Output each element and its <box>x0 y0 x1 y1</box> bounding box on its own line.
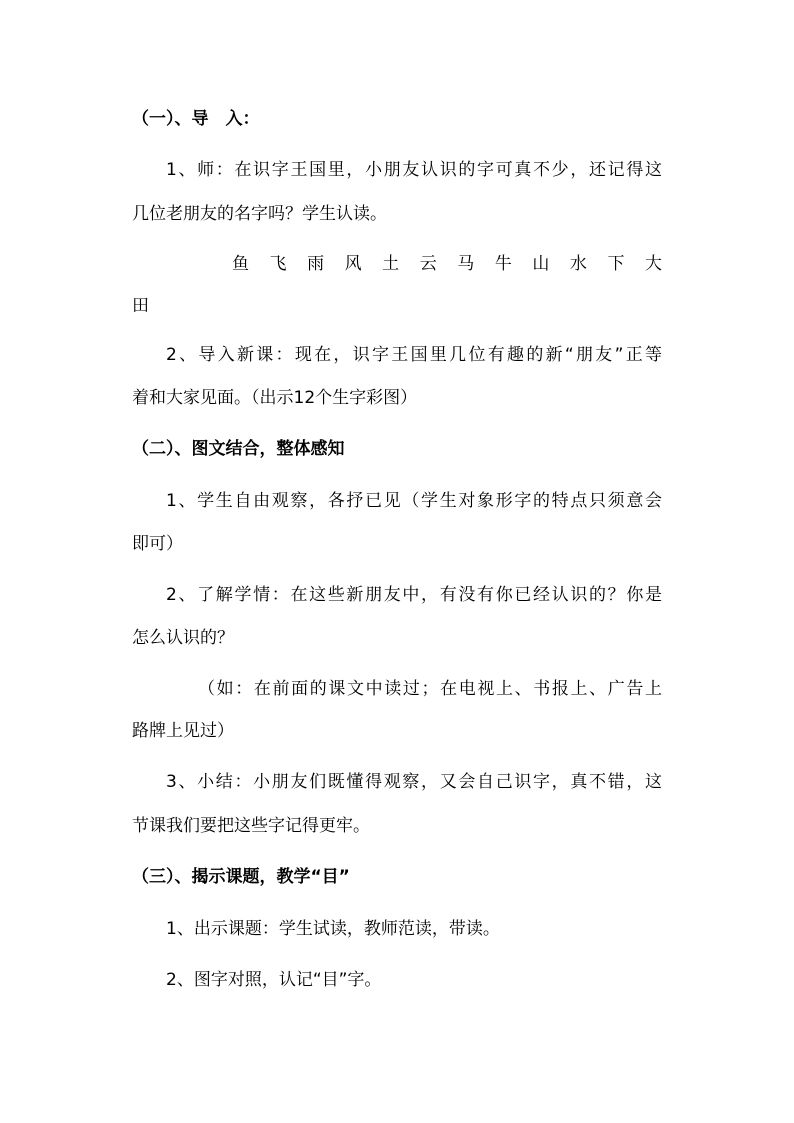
paragraph-text: 2、导入新课：现在，识字王国里几位有趣的新“朋友”正等 <box>166 345 662 365</box>
paragraph-line <box>166 771 662 793</box>
section-heading-intro: （一）、导 入： <box>132 109 260 129</box>
paragraph-line: 路牌上见过） <box>132 721 234 741</box>
paragraph-line: 着和大家见面。（出示12个生字彩图） <box>132 388 418 408</box>
section-heading-topic: （三）、揭示课题，教学“目” <box>132 867 350 887</box>
paragraph-line <box>166 344 662 366</box>
paragraph-text: 1、师：在识字王国里，小朋友认识的字可真不少，还记得这 <box>166 160 662 180</box>
paragraph-line: 节课我们要把这些字记得更牢。 <box>132 816 370 836</box>
character-list-continuation: 田 <box>132 296 149 316</box>
paragraph-line: 怎么认识的？ <box>132 628 234 648</box>
paragraph-line: 2、图字对照，认记“目”字。 <box>166 970 382 990</box>
paragraph-line <box>166 584 662 606</box>
paragraph-text: 3、小结：小朋友们既懂得观察，又会自己识字，真不错，这 <box>166 772 662 792</box>
paragraph-line: 即可） <box>132 534 183 554</box>
character-list <box>232 253 662 275</box>
section-heading-observe: （二）、图文结合，整体感知 <box>132 439 345 459</box>
paragraph-line: 1、出示课题：学生试读，教师范读，带读。 <box>166 919 500 939</box>
paragraph-text: 1、学生自由观察，各抒已见（学生对象形字的特点只须意会 <box>166 491 662 511</box>
paragraph-line <box>166 490 662 512</box>
character-list-text: 鱼 飞 雨 风 土 云 马 牛 山 水 下 大 <box>232 254 662 274</box>
paragraph-text: 2、了解学情：在这些新朋友中，有没有你已经认识的？你是 <box>166 585 662 605</box>
paragraph-text: （如：在前面的课文中读过；在电视上、书报上、广告上 <box>198 679 662 699</box>
paragraph-line <box>198 678 662 700</box>
paragraph-line <box>166 159 662 181</box>
paragraph-line: 几位老朋友的名字吗？学生认读。 <box>132 204 387 224</box>
